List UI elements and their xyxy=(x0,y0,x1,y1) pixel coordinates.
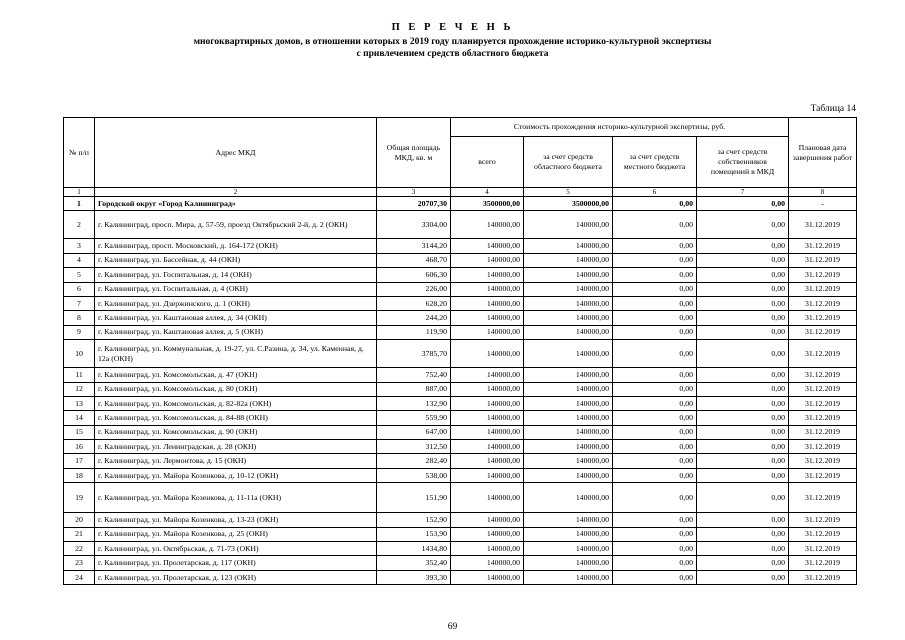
row-owners-cost: 0,00 xyxy=(697,440,789,454)
row-owners-cost: 0,00 xyxy=(697,382,789,396)
row-total-cost: 140000,00 xyxy=(451,483,524,513)
row-total-cost: 140000,00 xyxy=(451,440,524,454)
document-subtitle-line-2: с привлечением средств областного бюджета xyxy=(356,49,549,59)
row-owners-cost: 0,00 xyxy=(697,296,789,310)
table-row xyxy=(64,253,857,267)
col-header-area: Общая площадь МКД, кв. м xyxy=(377,118,451,188)
row-local-cost: 0,00 xyxy=(613,282,697,296)
table-row xyxy=(64,368,857,382)
row-number: 13 xyxy=(64,396,95,410)
table-row xyxy=(64,296,857,310)
row-number: 23 xyxy=(64,556,95,570)
row-completion-date: 31.12.2019 xyxy=(789,527,857,541)
table-row xyxy=(64,483,857,513)
row-completion-date: 31.12.2019 xyxy=(789,411,857,425)
row-completion-date: 31.12.2019 xyxy=(789,368,857,382)
row-local-cost: 0,00 xyxy=(613,211,697,239)
row-completion-date: 31.12.2019 xyxy=(789,483,857,513)
row-number: 24 xyxy=(64,570,95,584)
row-area: 468,70 xyxy=(377,253,451,267)
column-number-row xyxy=(64,188,857,197)
row-area: 3304,00 xyxy=(377,211,451,239)
row-regional-cost: 140000,00 xyxy=(524,483,613,513)
row-regional-cost: 140000,00 xyxy=(524,468,613,482)
table-row xyxy=(64,382,857,396)
table-row xyxy=(64,211,857,239)
row-total-cost: 140000,00 xyxy=(451,556,524,570)
row-address: г. Калининград, ул. Госпитальная, д. 14 (ОКН) xyxy=(95,268,377,282)
row-owners-cost: 0,00 xyxy=(697,268,789,282)
row-area: 153,90 xyxy=(377,527,451,541)
row-total-cost: 140000,00 xyxy=(451,211,524,239)
row-completion-date: 31.12.2019 xyxy=(789,311,857,325)
row-local-cost: 0,00 xyxy=(613,556,697,570)
row-completion-date: 31.12.2019 xyxy=(789,425,857,439)
row-total-cost: 140000,00 xyxy=(451,368,524,382)
col-header-regional: за счет средств областного бюджета xyxy=(524,137,613,188)
row-regional-cost: 140000,00 xyxy=(524,454,613,468)
row-regional-cost: 140000,00 xyxy=(524,325,613,339)
row-local-cost: 0,00 xyxy=(613,197,697,211)
row-number: 18 xyxy=(64,468,95,482)
table-row xyxy=(64,440,857,454)
table-row xyxy=(64,325,857,339)
row-regional-cost: 140000,00 xyxy=(524,411,613,425)
row-completion-date: - xyxy=(789,197,857,211)
row-total-cost: 140000,00 xyxy=(451,570,524,584)
row-owners-cost: 0,00 xyxy=(697,425,789,439)
row-address: г. Калининград, ул. Лермонтова, д. 15 (ОКН) xyxy=(95,454,377,468)
row-area: 244,20 xyxy=(377,311,451,325)
row-total-cost: 140000,00 xyxy=(451,382,524,396)
row-regional-cost: 140000,00 xyxy=(524,253,613,267)
row-owners-cost: 0,00 xyxy=(697,197,789,211)
table-row xyxy=(64,268,857,282)
row-completion-date: 31.12.2019 xyxy=(789,296,857,310)
row-completion-date: 31.12.2019 xyxy=(789,468,857,482)
row-local-cost: 0,00 xyxy=(613,527,697,541)
row-local-cost: 0,00 xyxy=(613,411,697,425)
row-total-cost: 140000,00 xyxy=(451,253,524,267)
row-total-cost: 140000,00 xyxy=(451,425,524,439)
row-address: г. Калининград, ул. Майора Козенкова, д. 25 (ОКН) xyxy=(95,527,377,541)
row-number: 6 xyxy=(64,282,95,296)
row-regional-cost: 140000,00 xyxy=(524,211,613,239)
table-row xyxy=(64,197,857,211)
row-regional-cost: 140000,00 xyxy=(524,311,613,325)
row-area: 1434,80 xyxy=(377,542,451,556)
row-address: Городской округ «Город Калининград» xyxy=(95,197,377,211)
row-area: 393,30 xyxy=(377,570,451,584)
row-address: г. Калининград, ул. Комсомольская, д. 84-88 (ОКН) xyxy=(95,411,377,425)
row-area: 3144,20 xyxy=(377,239,451,253)
row-area: 628,20 xyxy=(377,296,451,310)
row-regional-cost: 140000,00 xyxy=(524,239,613,253)
row-local-cost: 0,00 xyxy=(613,296,697,310)
row-area: 752,40 xyxy=(377,368,451,382)
row-number: 22 xyxy=(64,542,95,556)
row-area: 538,00 xyxy=(377,468,451,482)
row-completion-date: 31.12.2019 xyxy=(789,542,857,556)
column-number: 6 xyxy=(613,188,697,197)
row-owners-cost: 0,00 xyxy=(697,311,789,325)
row-area: 20707,30 xyxy=(377,197,451,211)
row-owners-cost: 0,00 xyxy=(697,454,789,468)
row-regional-cost: 140000,00 xyxy=(524,396,613,410)
col-header-address: Адрес МКД xyxy=(95,118,377,188)
row-regional-cost: 140000,00 xyxy=(524,440,613,454)
row-local-cost: 0,00 xyxy=(613,340,697,368)
row-area: 226,00 xyxy=(377,282,451,296)
row-local-cost: 0,00 xyxy=(613,468,697,482)
row-completion-date: 31.12.2019 xyxy=(789,513,857,527)
row-local-cost: 0,00 xyxy=(613,268,697,282)
row-number: 11 xyxy=(64,368,95,382)
row-total-cost: 140000,00 xyxy=(451,454,524,468)
row-regional-cost: 140000,00 xyxy=(524,296,613,310)
row-regional-cost: 3500000,00 xyxy=(524,197,613,211)
row-completion-date: 31.12.2019 xyxy=(789,570,857,584)
row-owners-cost: 0,00 xyxy=(697,239,789,253)
table-row xyxy=(64,340,857,368)
row-number: 15 xyxy=(64,425,95,439)
row-number: 21 xyxy=(64,527,95,541)
table-row xyxy=(64,239,857,253)
row-owners-cost: 0,00 xyxy=(697,527,789,541)
row-completion-date: 31.12.2019 xyxy=(789,382,857,396)
row-completion-date: 31.12.2019 xyxy=(789,268,857,282)
col-header-date: Плановая дата завершения работ xyxy=(789,118,857,188)
row-completion-date: 31.12.2019 xyxy=(789,211,857,239)
row-address: г. Калининград, ул. Бассейная, д. 44 (ОКН) xyxy=(95,253,377,267)
row-total-cost: 140000,00 xyxy=(451,282,524,296)
row-address: г. Калининград, ул. Комсомольская, д. 47 (ОКН) xyxy=(95,368,377,382)
row-total-cost: 140000,00 xyxy=(451,239,524,253)
row-number: 19 xyxy=(64,483,95,513)
row-number: 3 xyxy=(64,239,95,253)
row-local-cost: 0,00 xyxy=(613,440,697,454)
table-row xyxy=(64,454,857,468)
table-row xyxy=(64,513,857,527)
row-address: г. Калининград, ул. Майора Козенкова, д. 10-12 (ОКН) xyxy=(95,468,377,482)
document-title: П Е Р Е Ч Е Н Ь xyxy=(391,22,514,33)
row-owners-cost: 0,00 xyxy=(697,411,789,425)
row-total-cost: 140000,00 xyxy=(451,468,524,482)
table-label: Таблица 14 xyxy=(810,104,856,114)
row-completion-date: 31.12.2019 xyxy=(789,556,857,570)
row-total-cost: 140000,00 xyxy=(451,542,524,556)
row-number: 2 xyxy=(64,211,95,239)
row-local-cost: 0,00 xyxy=(613,382,697,396)
row-area: 352,40 xyxy=(377,556,451,570)
row-area: 119,90 xyxy=(377,325,451,339)
row-address: г. Калининград, ул. Комсомольская, д. 90 (ОКН) xyxy=(95,425,377,439)
row-area: 647,00 xyxy=(377,425,451,439)
col-header-cost-group: Стоимость прохождения историко-культурной экспертизы, руб. xyxy=(451,118,789,137)
row-total-cost: 140000,00 xyxy=(451,268,524,282)
column-number: 8 xyxy=(789,188,857,197)
table-row xyxy=(64,411,857,425)
row-number: 9 xyxy=(64,325,95,339)
row-address: г. Калининград, ул. Пролетарская, д. 117 (ОКН) xyxy=(95,556,377,570)
row-regional-cost: 140000,00 xyxy=(524,513,613,527)
col-header-total: всего xyxy=(451,137,524,188)
row-local-cost: 0,00 xyxy=(613,483,697,513)
row-address: г. Калининград, просп. Мира, д. 57-59, проезд Октябрьский 2-й, д. 2 (ОКН) xyxy=(95,211,377,239)
table-row xyxy=(64,396,857,410)
row-owners-cost: 0,00 xyxy=(697,282,789,296)
row-total-cost: 140000,00 xyxy=(451,296,524,310)
row-completion-date: 31.12.2019 xyxy=(789,454,857,468)
page-number: 69 xyxy=(447,622,458,632)
table-row xyxy=(64,556,857,570)
col-header-local: за счет средств местного бюджета xyxy=(613,137,697,188)
table-row xyxy=(64,468,857,482)
row-area: 312,50 xyxy=(377,440,451,454)
row-address: г. Калининград, ул. Майора Козенкова, д. 11-11а (ОКН) xyxy=(95,483,377,513)
row-local-cost: 0,00 xyxy=(613,368,697,382)
row-total-cost: 140000,00 xyxy=(451,311,524,325)
row-regional-cost: 140000,00 xyxy=(524,570,613,584)
row-local-cost: 0,00 xyxy=(613,396,697,410)
table-row xyxy=(64,311,857,325)
table-row xyxy=(64,425,857,439)
row-total-cost: 3500000,00 xyxy=(451,197,524,211)
row-completion-date: 31.12.2019 xyxy=(789,325,857,339)
row-local-cost: 0,00 xyxy=(613,239,697,253)
row-area: 132,90 xyxy=(377,396,451,410)
column-number: 4 xyxy=(451,188,524,197)
row-address: г. Калининград, ул. Октябрьская, д. 71-73 (ОКН) xyxy=(95,542,377,556)
table-row xyxy=(64,570,857,584)
row-owners-cost: 0,00 xyxy=(697,556,789,570)
row-area: 151,90 xyxy=(377,483,451,513)
row-address: г. Калининград, ул. Дзержинского, д. 1 (ОКН) xyxy=(95,296,377,310)
row-owners-cost: 0,00 xyxy=(697,253,789,267)
row-completion-date: 31.12.2019 xyxy=(789,239,857,253)
row-owners-cost: 0,00 xyxy=(697,468,789,482)
row-total-cost: 140000,00 xyxy=(451,527,524,541)
row-regional-cost: 140000,00 xyxy=(524,368,613,382)
row-total-cost: 140000,00 xyxy=(451,513,524,527)
row-owners-cost: 0,00 xyxy=(697,542,789,556)
row-address: г. Калининград, ул. Комсомольская, д. 82-82а (ОКН) xyxy=(95,396,377,410)
column-number: 3 xyxy=(377,188,451,197)
row-local-cost: 0,00 xyxy=(613,542,697,556)
row-address: г. Калининград, ул. Госпитальная, д. 4 (ОКН) xyxy=(95,282,377,296)
table-row xyxy=(64,282,857,296)
row-local-cost: 0,00 xyxy=(613,454,697,468)
row-number: 1 xyxy=(64,197,95,211)
row-local-cost: 0,00 xyxy=(613,570,697,584)
row-regional-cost: 140000,00 xyxy=(524,282,613,296)
row-owners-cost: 0,00 xyxy=(697,340,789,368)
row-number: 10 xyxy=(64,340,95,368)
row-regional-cost: 140000,00 xyxy=(524,425,613,439)
row-owners-cost: 0,00 xyxy=(697,325,789,339)
col-header-num: № п/п xyxy=(64,118,95,188)
row-address: г. Калининград, ул. Каштановая аллея, д. 34 (ОКН) xyxy=(95,311,377,325)
row-completion-date: 31.12.2019 xyxy=(789,396,857,410)
row-owners-cost: 0,00 xyxy=(697,368,789,382)
row-number: 17 xyxy=(64,454,95,468)
row-regional-cost: 140000,00 xyxy=(524,542,613,556)
row-number: 5 xyxy=(64,268,95,282)
row-number: 12 xyxy=(64,382,95,396)
document-subtitle-line-1: многоквартирных домов, в отношении которых в 2019 году планируется прохождение историко-культурной экспертизы xyxy=(193,37,712,47)
row-area: 152,90 xyxy=(377,513,451,527)
row-area: 3785,70 xyxy=(377,340,451,368)
column-number: 2 xyxy=(95,188,377,197)
row-number: 14 xyxy=(64,411,95,425)
table-row xyxy=(64,527,857,541)
row-total-cost: 140000,00 xyxy=(451,325,524,339)
row-area: 887,00 xyxy=(377,382,451,396)
row-owners-cost: 0,00 xyxy=(697,513,789,527)
row-local-cost: 0,00 xyxy=(613,513,697,527)
row-address: г. Калининград, ул. Комсомольская, д. 80 (ОКН) xyxy=(95,382,377,396)
row-address: г. Калининград, ул. Майора Козенкова, д. 13-23 (ОКН) xyxy=(95,513,377,527)
table-row xyxy=(64,542,857,556)
row-address: г. Калининград, ул. Пролетарская, д. 123 (ОКН) xyxy=(95,570,377,584)
row-local-cost: 0,00 xyxy=(613,311,697,325)
row-regional-cost: 140000,00 xyxy=(524,340,613,368)
row-regional-cost: 140000,00 xyxy=(524,268,613,282)
col-header-owners: за счет средств собственников помещений в МКД xyxy=(697,137,789,188)
row-owners-cost: 0,00 xyxy=(697,570,789,584)
row-local-cost: 0,00 xyxy=(613,325,697,339)
row-completion-date: 31.12.2019 xyxy=(789,440,857,454)
row-number: 16 xyxy=(64,440,95,454)
row-area: 559,90 xyxy=(377,411,451,425)
row-completion-date: 31.12.2019 xyxy=(789,340,857,368)
row-regional-cost: 140000,00 xyxy=(524,382,613,396)
row-address: г. Калининград, просп. Московский, д. 164-172 (ОКН) xyxy=(95,239,377,253)
row-completion-date: 31.12.2019 xyxy=(789,282,857,296)
row-area: 606,30 xyxy=(377,268,451,282)
row-owners-cost: 0,00 xyxy=(697,483,789,513)
row-regional-cost: 140000,00 xyxy=(524,556,613,570)
row-regional-cost: 140000,00 xyxy=(524,527,613,541)
row-address: г. Калининград, ул. Ленинградская, д. 28 (ОКН) xyxy=(95,440,377,454)
row-number: 4 xyxy=(64,253,95,267)
column-number: 7 xyxy=(697,188,789,197)
row-total-cost: 140000,00 xyxy=(451,340,524,368)
row-local-cost: 0,00 xyxy=(613,253,697,267)
row-number: 8 xyxy=(64,311,95,325)
row-owners-cost: 0,00 xyxy=(697,396,789,410)
row-number: 7 xyxy=(64,296,95,310)
row-total-cost: 140000,00 xyxy=(451,396,524,410)
column-number: 1 xyxy=(64,188,95,197)
row-area: 282,40 xyxy=(377,454,451,468)
row-completion-date: 31.12.2019 xyxy=(789,253,857,267)
row-address: г. Калининград, ул. Коммунальная, д. 19-27, ул. С.Разина, д. 34, ул. Каменная, д. 12а (ОКН) xyxy=(95,340,377,368)
mkd-list-table xyxy=(63,117,857,585)
row-address: г. Калининград, ул. Каштановая аллея, д. 5 (ОКН) xyxy=(95,325,377,339)
row-total-cost: 140000,00 xyxy=(451,411,524,425)
row-number: 20 xyxy=(64,513,95,527)
row-local-cost: 0,00 xyxy=(613,425,697,439)
row-owners-cost: 0,00 xyxy=(697,211,789,239)
column-number: 5 xyxy=(524,188,613,197)
